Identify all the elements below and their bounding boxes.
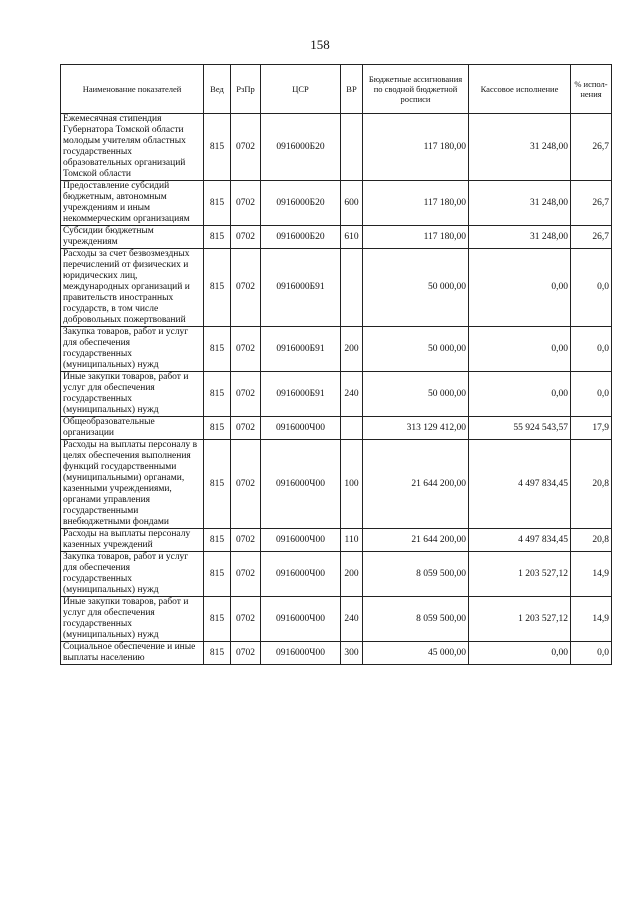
cell-cash: 55 924 543,57 [469, 417, 571, 440]
table-row [61, 226, 612, 249]
cell-ved: 815 [204, 597, 231, 642]
cell-budget: 117 180,00 [363, 114, 469, 181]
cell-csr: 0916000Ч00 [261, 417, 341, 440]
header-percent: % испол-нения [571, 65, 612, 114]
cell-ved: 815 [204, 114, 231, 181]
cell-ved: 815 [204, 249, 231, 327]
cell-csr: 0916000Б20 [261, 114, 341, 181]
cell-percent: 17,9 [571, 417, 612, 440]
cell-csr: 0916000Ч00 [261, 440, 341, 529]
cell-csr: 0916000Б91 [261, 327, 341, 372]
table-row [61, 642, 612, 665]
cell-percent: 26,7 [571, 181, 612, 226]
header-csr: ЦСР [261, 65, 341, 114]
table-row [61, 372, 612, 417]
cell-csr: 0916000Б91 [261, 372, 341, 417]
cell-budget: 117 180,00 [363, 181, 469, 226]
cell-percent: 0,0 [571, 327, 612, 372]
table-row [61, 440, 612, 529]
cell-name: Расходы за счет безвозмездных перечислений от физических и юридических лиц, международных организаций и правительств иностранных государств, в том числе добровольных пожертвований [61, 249, 204, 327]
cell-name: Общеобразовательные организации [61, 417, 204, 440]
cell-budget: 8 059 500,00 [363, 552, 469, 597]
cell-vr [341, 249, 363, 327]
cell-ved: 815 [204, 327, 231, 372]
cell-cash: 31 248,00 [469, 226, 571, 249]
cell-rzpr: 0702 [231, 552, 261, 597]
cell-cash: 0,00 [469, 642, 571, 665]
cell-budget: 8 059 500,00 [363, 597, 469, 642]
cell-cash: 1 203 527,12 [469, 552, 571, 597]
cell-rzpr: 0702 [231, 114, 261, 181]
cell-name: Закупка товаров, работ и услуг для обеспечения государственных (муниципальных) нужд [61, 327, 204, 372]
cell-vr: 100 [341, 440, 363, 529]
cell-name: Социальное обеспечение и иные выплаты населению [61, 642, 204, 665]
cell-vr: 200 [341, 327, 363, 372]
table-header-row [61, 65, 612, 114]
cell-csr: 0916000Ч00 [261, 642, 341, 665]
cell-percent: 14,9 [571, 552, 612, 597]
cell-csr: 0916000Ч00 [261, 529, 341, 552]
table-row [61, 552, 612, 597]
header-cash: Кассовое исполнение [469, 65, 571, 114]
cell-cash: 0,00 [469, 372, 571, 417]
cell-vr: 110 [341, 529, 363, 552]
header-name: Наименование показателей [61, 65, 204, 114]
header-vr: ВР [341, 65, 363, 114]
cell-vr [341, 114, 363, 181]
cell-rzpr: 0702 [231, 642, 261, 665]
cell-rzpr: 0702 [231, 372, 261, 417]
cell-csr: 0916000Ч00 [261, 552, 341, 597]
cell-cash: 31 248,00 [469, 181, 571, 226]
cell-budget: 50 000,00 [363, 327, 469, 372]
table-row [61, 529, 612, 552]
cell-cash: 4 497 834,45 [469, 440, 571, 529]
budget-table [60, 64, 612, 665]
cell-cash: 0,00 [469, 249, 571, 327]
cell-ved: 815 [204, 552, 231, 597]
cell-cash: 31 248,00 [469, 114, 571, 181]
cell-percent: 14,9 [571, 597, 612, 642]
table-row [61, 327, 612, 372]
cell-vr: 610 [341, 226, 363, 249]
cell-vr: 300 [341, 642, 363, 665]
cell-percent: 0,0 [571, 642, 612, 665]
cell-name: Предоставление субсидий бюджетным, автономным учреждениям и иным некоммерческим организациям [61, 181, 204, 226]
cell-name: Расходы на выплаты персоналу в целях обеспечения выполнения функций государственными (муниципальными) органами, казенными учреждениями, органами управления государственными внебюджетными фондами [61, 440, 204, 529]
cell-vr: 600 [341, 181, 363, 226]
cell-rzpr: 0702 [231, 226, 261, 249]
cell-ved: 815 [204, 417, 231, 440]
cell-budget: 50 000,00 [363, 249, 469, 327]
cell-name: Субсидии бюджетным учреждениям [61, 226, 204, 249]
cell-ved: 815 [204, 529, 231, 552]
cell-percent: 20,8 [571, 529, 612, 552]
cell-rzpr: 0702 [231, 597, 261, 642]
cell-percent: 0,0 [571, 372, 612, 417]
header-rzpr: РзПр [231, 65, 261, 114]
header-ved: Вед [204, 65, 231, 114]
cell-rzpr: 0702 [231, 417, 261, 440]
cell-vr: 240 [341, 372, 363, 417]
cell-name: Закупка товаров, работ и услуг для обеспечения государственных (муниципальных) нужд [61, 552, 204, 597]
cell-rzpr: 0702 [231, 440, 261, 529]
cell-name: Ежемесячная стипендия Губернатора Томской области молодым учителям областных государственных образовательных организаций Томской области [61, 114, 204, 181]
table-row [61, 417, 612, 440]
cell-rzpr: 0702 [231, 249, 261, 327]
cell-ved: 815 [204, 181, 231, 226]
cell-rzpr: 0702 [231, 529, 261, 552]
cell-vr: 240 [341, 597, 363, 642]
table-row [61, 597, 612, 642]
cell-csr: 0916000Б20 [261, 226, 341, 249]
table-row [61, 249, 612, 327]
table-row [61, 181, 612, 226]
cell-vr: 200 [341, 552, 363, 597]
page-number: 158 [310, 37, 330, 52]
table-body [61, 114, 612, 665]
cell-name: Расходы на выплаты персоналу казенных учреждений [61, 529, 204, 552]
cell-ved: 815 [204, 372, 231, 417]
cell-cash: 0,00 [469, 327, 571, 372]
cell-budget: 45 000,00 [363, 642, 469, 665]
cell-csr: 0916000Ч00 [261, 597, 341, 642]
cell-cash: 1 203 527,12 [469, 597, 571, 642]
cell-percent: 26,7 [571, 114, 612, 181]
cell-name: Иные закупки товаров, работ и услуг для обеспечения государственных (муниципальных) нужд [61, 597, 204, 642]
cell-budget: 21 644 200,00 [363, 440, 469, 529]
cell-rzpr: 0702 [231, 181, 261, 226]
cell-csr: 0916000Б91 [261, 249, 341, 327]
cell-ved: 815 [204, 440, 231, 529]
cell-percent: 20,8 [571, 440, 612, 529]
cell-ved: 815 [204, 226, 231, 249]
cell-budget: 50 000,00 [363, 372, 469, 417]
cell-csr: 0916000Б20 [261, 181, 341, 226]
table-row [61, 114, 612, 181]
cell-name: Иные закупки товаров, работ и услуг для обеспечения государственных (муниципальных) нужд [61, 372, 204, 417]
cell-ved: 815 [204, 642, 231, 665]
cell-budget: 117 180,00 [363, 226, 469, 249]
cell-budget: 21 644 200,00 [363, 529, 469, 552]
cell-rzpr: 0702 [231, 327, 261, 372]
cell-vr [341, 417, 363, 440]
cell-percent: 0,0 [571, 249, 612, 327]
cell-budget: 313 129 412,00 [363, 417, 469, 440]
header-budget: Бюджетные ассигнования по сводной бюджетной росписи [363, 65, 469, 114]
cell-percent: 26,7 [571, 226, 612, 249]
cell-cash: 4 497 834,45 [469, 529, 571, 552]
